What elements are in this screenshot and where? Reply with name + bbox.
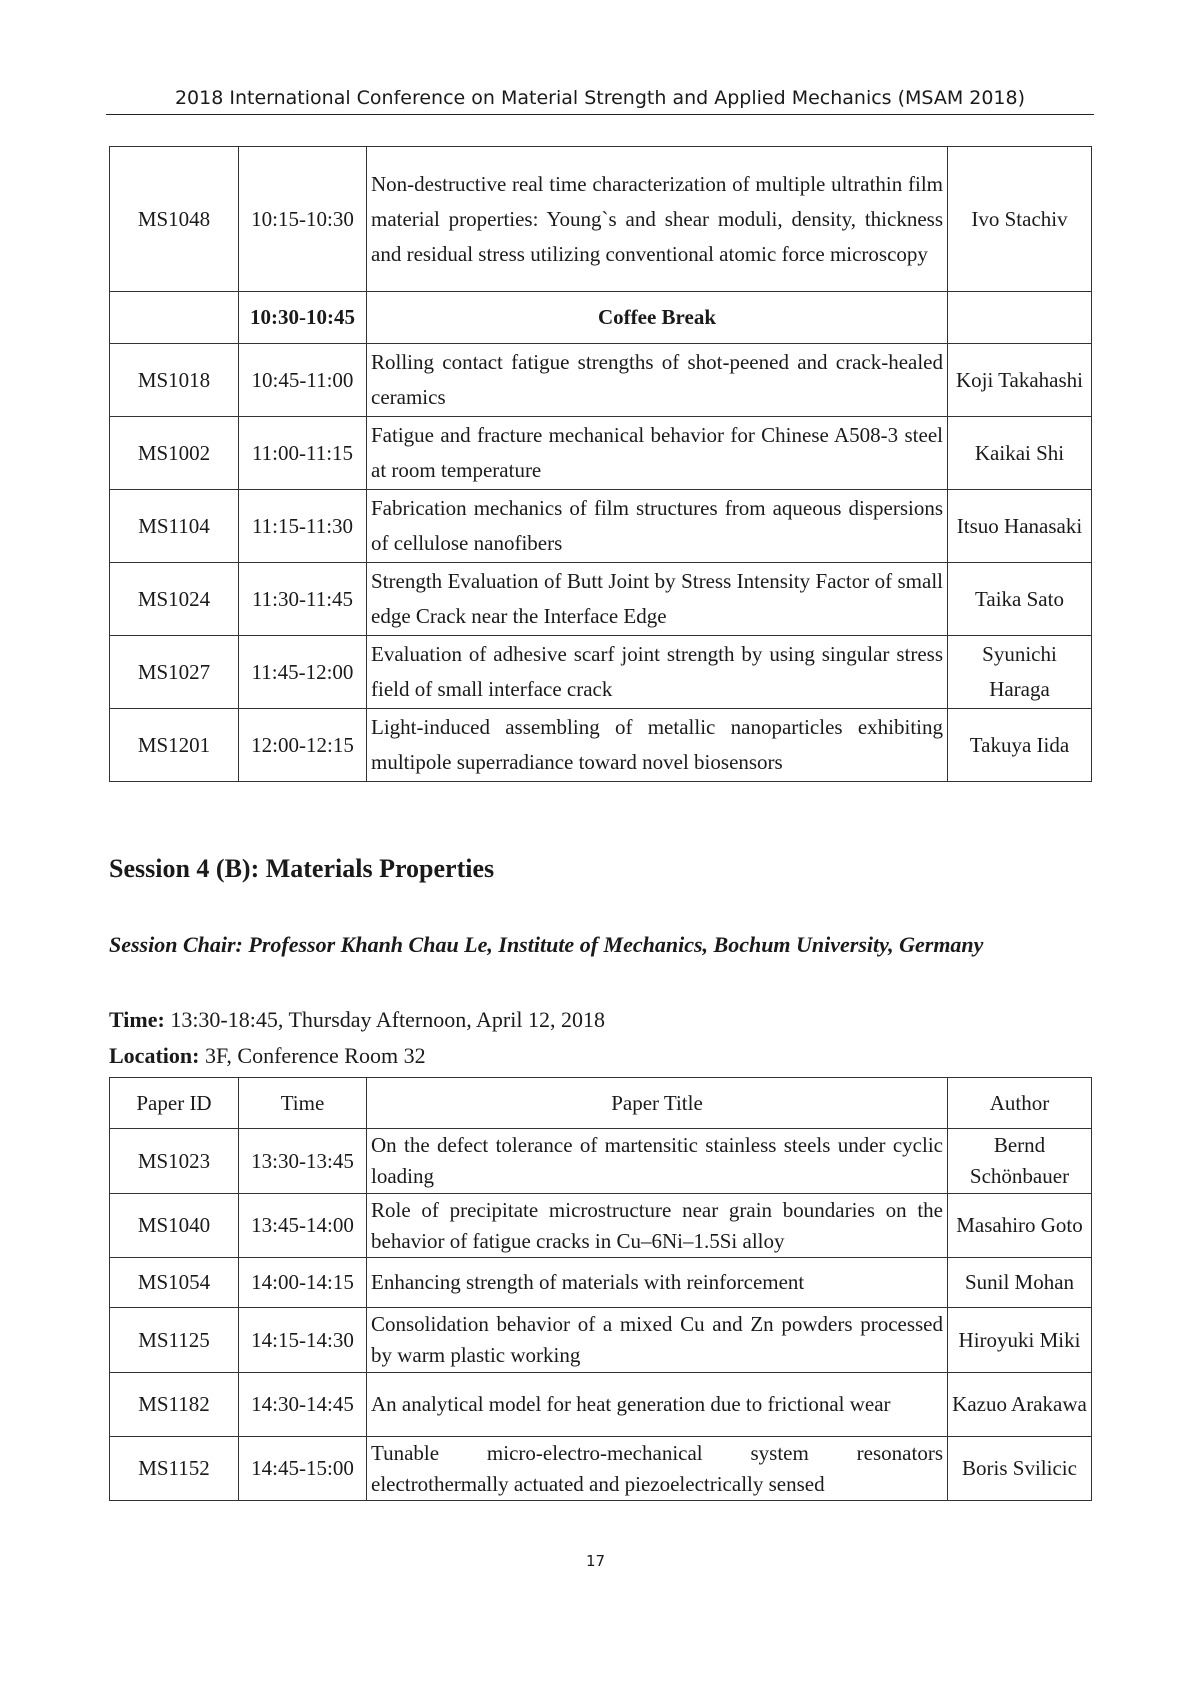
table-row <box>110 147 1092 292</box>
time-cell: 10:30-10:45 <box>239 292 367 344</box>
paper-title-cell: Tunable micro-electro-mechanical system resonators electrothermally actuated and piezoelectrically sensed <box>367 1437 948 1501</box>
author-cell: Kazuo Arakawa <box>948 1373 1092 1437</box>
paper-id-cell: MS1201 <box>110 709 239 782</box>
paper-id-cell <box>110 292 239 344</box>
session-heading: Session 4 (B): Materials Properties <box>109 854 495 883</box>
page-number: 17 <box>585 1552 606 1570</box>
author-cell: Sunil Mohan <box>948 1258 1092 1308</box>
paper-title-cell: Non-destructive real time characterization of multiple ultrathin film material properties: Young`s and shear moduli, density, thickness and residual stress utilizing conventional atomic force microscopy <box>367 147 948 292</box>
time-cell: 11:45-12:00 <box>239 636 367 709</box>
paper-id-cell: MS1104 <box>110 490 239 563</box>
table-row <box>110 1194 1092 1258</box>
table-row <box>110 344 1092 417</box>
time-cell: 11:30-11:45 <box>239 563 367 636</box>
author-cell: Koji Takahashi <box>948 344 1092 417</box>
paper-title-cell: Fatigue and fracture mechanical behavior for Chinese A508-3 steel at room temperature <box>367 417 948 490</box>
schedule-table-session4b <box>109 1077 1092 1501</box>
author-cell: Taika Sato <box>948 563 1092 636</box>
author-cell: Bernd Schönbauer <box>948 1129 1092 1194</box>
paper-title-cell: Rolling contact fatigue strengths of shot-peened and crack-healed ceramics <box>367 344 948 417</box>
time-label: Time: <box>109 1007 165 1032</box>
time-cell: 10:45-11:00 <box>239 344 367 417</box>
paper-title-cell: Light-induced assembling of metallic nanoparticles exhibiting multipole superradiance toward novel biosensors <box>367 709 948 782</box>
paper-id-cell: MS1018 <box>110 344 239 417</box>
table-row <box>110 1258 1092 1308</box>
author-cell: Boris Svilicic <box>948 1437 1092 1501</box>
time-cell: 10:15-10:30 <box>239 147 367 292</box>
table-row <box>110 563 1092 636</box>
author-cell: Kaikai Shi <box>948 417 1092 490</box>
paper-title-cell: Role of precipitate microstructure near grain boundaries on the behavior of fatigue cracks in Cu–6Ni–1.5Si alloy <box>367 1194 948 1258</box>
time-cell: 11:15-11:30 <box>239 490 367 563</box>
table-row <box>110 490 1092 563</box>
time-cell: 14:30-14:45 <box>239 1373 367 1437</box>
header-time: Time <box>239 1078 367 1129</box>
schedule-table-morning <box>109 146 1092 782</box>
paper-title-cell: On the defect tolerance of martensitic stainless steels under cyclic loading <box>367 1129 948 1194</box>
table-row <box>110 709 1092 782</box>
paper-title-cell: Coffee Break <box>367 292 948 344</box>
session-time <box>109 1007 605 1033</box>
author-cell: Takuya Iida <box>948 709 1092 782</box>
paper-title-cell: Fabrication mechanics of film structures from aqueous dispersions of cellulose nanofibers <box>367 490 948 563</box>
table-row <box>110 417 1092 490</box>
time-cell: 13:45-14:00 <box>239 1194 367 1258</box>
page-header: 2018 International Conference on Material Strength and Applied Mechanics (MSAM 2018) <box>106 84 1094 115</box>
paper-id-cell: MS1048 <box>110 147 239 292</box>
header-author: Author <box>948 1078 1092 1129</box>
table-row <box>110 1373 1092 1437</box>
table-header-row <box>110 1078 1092 1129</box>
table-row <box>110 636 1092 709</box>
paper-id-cell: MS1023 <box>110 1129 239 1194</box>
session-chair: Session Chair: Professor Khanh Chau Le, Institute of Mechanics, Bochum University, Germany <box>109 932 984 957</box>
table-row <box>110 1437 1092 1501</box>
paper-id-cell: MS1054 <box>110 1258 239 1308</box>
paper-title-cell: Evaluation of adhesive scarf joint strength by using singular stress field of small interface crack <box>367 636 948 709</box>
time-cell: 12:00-12:15 <box>239 709 367 782</box>
coffee-break-row <box>110 292 1092 344</box>
paper-id-cell: MS1040 <box>110 1194 239 1258</box>
paper-title-cell: Consolidation behavior of a mixed Cu and Zn powders processed by warm plastic working <box>367 1308 948 1373</box>
paper-id-cell: MS1125 <box>110 1308 239 1373</box>
paper-title-cell: Enhancing strength of materials with reinforcement <box>367 1258 948 1308</box>
author-cell: Masahiro Goto <box>948 1194 1092 1258</box>
paper-id-cell: MS1024 <box>110 563 239 636</box>
paper-title-cell: An analytical model for heat generation due to frictional wear <box>367 1373 948 1437</box>
author-cell: Hiroyuki Miki <box>948 1308 1092 1373</box>
header-paper-id: Paper ID <box>110 1078 239 1129</box>
header-paper-title: Paper Title <box>367 1078 948 1129</box>
author-cell <box>948 292 1092 344</box>
time-cell: 14:15-14:30 <box>239 1308 367 1373</box>
author-cell: Syunichi Haraga <box>948 636 1092 709</box>
time-cell: 11:00-11:15 <box>239 417 367 490</box>
time-cell: 14:45-15:00 <box>239 1437 367 1501</box>
table-row <box>110 1308 1092 1373</box>
paper-id-cell: MS1182 <box>110 1373 239 1437</box>
paper-id-cell: MS1027 <box>110 636 239 709</box>
location-value: 3F, Conference Room 32 <box>199 1043 426 1068</box>
time-cell: 14:00-14:15 <box>239 1258 367 1308</box>
session-location <box>109 1043 426 1069</box>
paper-title-cell: Strength Evaluation of Butt Joint by Stress Intensity Factor of small edge Crack near the Interface Edge <box>367 563 948 636</box>
author-cell: Itsuo Hanasaki <box>948 490 1092 563</box>
author-cell: Ivo Stachiv <box>948 147 1092 292</box>
time-cell: 13:30-13:45 <box>239 1129 367 1194</box>
location-label: Location: <box>109 1043 200 1068</box>
table-row <box>110 1129 1092 1194</box>
paper-id-cell: MS1152 <box>110 1437 239 1501</box>
paper-id-cell: MS1002 <box>110 417 239 490</box>
time-value: 13:30-18:45, Thursday Afternoon, April 12, 2018 <box>164 1007 605 1032</box>
